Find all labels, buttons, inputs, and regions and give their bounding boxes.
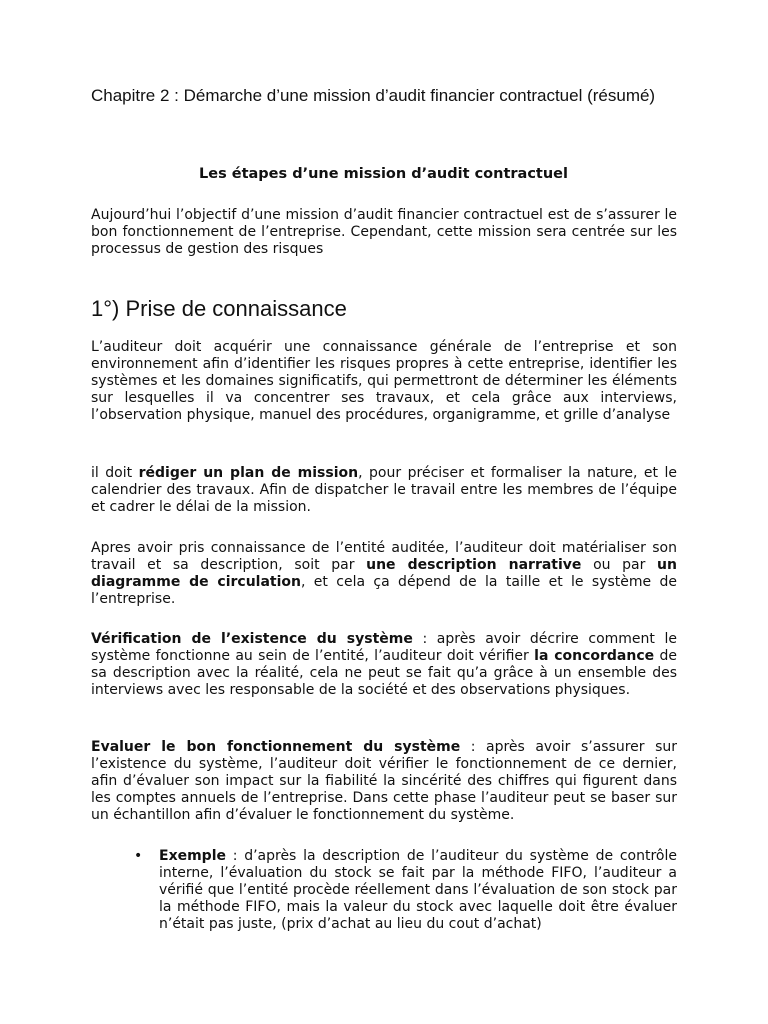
bullet-marker: • [134, 848, 143, 864]
bold-text: une description narrative [366, 557, 582, 573]
text-run: , et cela ça dépend de la taille et le système de l’entreprise. [91, 574, 677, 607]
chapter-title: Chapitre 2 : Démarche d’une mission d’audit financier contractuel (résumé) [91, 86, 656, 105]
paragraph-mission-plan [91, 465, 677, 516]
section-heading: 1°) Prise de connaissance [91, 296, 347, 321]
paragraph-knowledge: L’auditeur doit acquérir une connaissance générale de l’entreprise et son environnement afin d’identifier les risques propres à cette entreprise, identifier les systèmes et les domaines significatifs, qui permettront de déterminer les éléments sur lesquelles il va concentrer ses travaux, et cela grâce aux interviews, l’observation physique, manuel des procédures, organigramme, et grille d’analyse [91, 339, 677, 423]
bold-text: Vérification de l’existence du système [91, 631, 413, 647]
bold-text: Evaluer le bon fonctionnement du système [91, 739, 461, 755]
bold-text: Exemple [159, 848, 226, 864]
text-run: : d’après la description de l’auditeur du système de contrôle interne, l’évaluation du stock se fait par la méthode FIFO, l’auditeur a vérifié que l’entité procède réellement dans l’évaluation de son stock par la méthode FIFO, mais la valeur du stock avec laquelle doit être évaluer n’était pas juste, (prix d’achat au lieu du cout d’achat) [159, 848, 677, 932]
bullet-example [159, 848, 677, 933]
intro-paragraph: Aujourd’hui l’objectif d’une mission d’audit financier contractuel est de s’assurer le bon fonctionnement de l’entreprise. Cependant, cette mission sera centrée sur les processus de gestion des risques [91, 207, 677, 257]
paragraph-description [91, 540, 677, 608]
text-run: , pour préciser et formaliser la nature, et le calendrier des travaux. Afin de dispatcher le travail entre les membres de l’équipe et cadrer le délai de la mission. [91, 465, 678, 515]
text-run: : après avoir s’assurer sur l’existence du système, l’auditeur doit vérifier le fonctionnement de ce dernier, afin d’évaluer son impact sur la fiabilité la sincérité des chiffres qui figurent dans les comptes annuels de l’entreprise. Dans cette phase l’auditeur peut se baser sur un échantillon afin d’évaluer le fonctionnement du système. [91, 739, 677, 823]
section-subtitle: Les étapes d’une mission d’audit contractuel [199, 166, 568, 182]
bold-text: un diagramme de circulation [91, 557, 677, 590]
bold-text: rédiger un plan de mission [138, 465, 359, 481]
text-run: ou par [581, 557, 658, 573]
text-run: de sa description avec la réalité, cela ne peut se fait qu’a grâce à un ensemble des interviews avec les responsable de la société et des observations physiques. [91, 648, 678, 698]
bold-text: la concordance [534, 648, 655, 664]
text-run: : après avoir décrire comment le système fonctionne au sein de l’entité, l’auditeur doit vérifier [91, 631, 677, 664]
text-run: il doit [91, 465, 139, 481]
text-run: Apres avoir pris connaissance de l’entité auditée, l’auditeur doit matérialiser son travail et sa description, soit par [91, 540, 677, 573]
paragraph-verification [91, 631, 677, 699]
paragraph-evaluation [91, 739, 677, 824]
